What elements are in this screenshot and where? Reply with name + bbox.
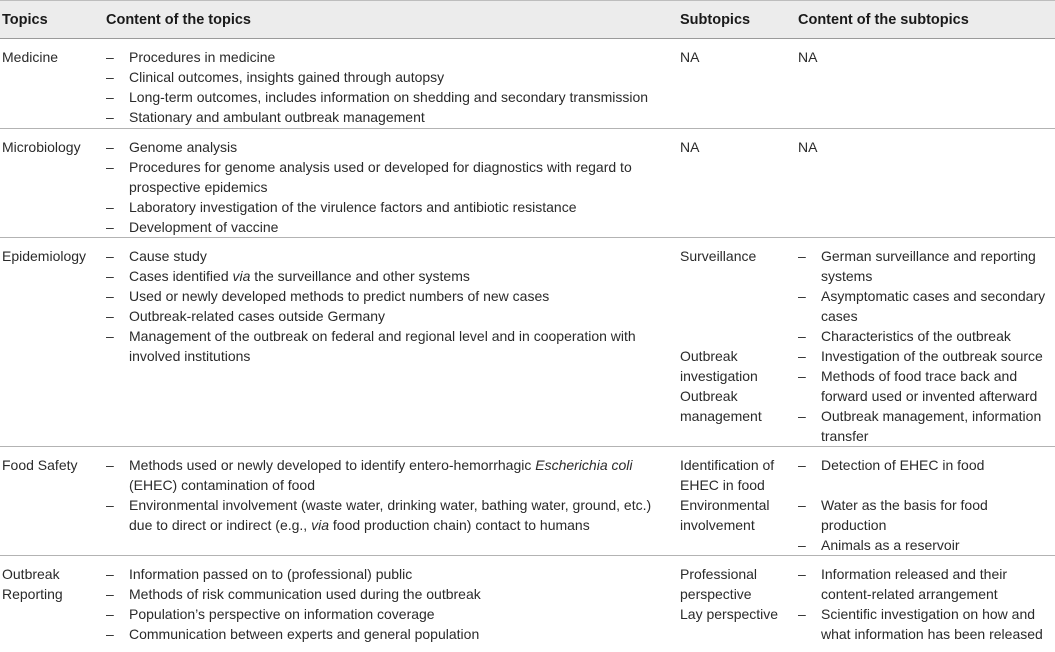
list-item: – Genome analysis bbox=[106, 137, 666, 157]
subtopic-cell bbox=[680, 564, 780, 624]
subcontent-cell: NA bbox=[798, 139, 818, 155]
subcontent-cell bbox=[798, 455, 1053, 555]
topic-cell: Outbreak Reporting bbox=[2, 566, 63, 602]
subtopic-cell bbox=[680, 455, 780, 535]
list-item: – Outbreak-related cases outside Germany bbox=[106, 306, 666, 326]
subcontent-cell bbox=[798, 246, 1053, 446]
list-item: – Procedures for genome analysis used or developed for diagnostics with regard to prospective epidemics bbox=[106, 157, 666, 197]
table-row-medicine bbox=[0, 39, 1055, 129]
list-item: – Clinical outcomes, insights gained through autopsy bbox=[106, 67, 666, 87]
header-content-topics: Content of the topics bbox=[106, 12, 251, 28]
subcontent-cell bbox=[798, 564, 1053, 644]
subcontent-cell: NA bbox=[798, 49, 818, 65]
header-topics: Topics bbox=[2, 12, 48, 28]
list-item: – Management of the outbreak on federal and regional level and in cooperation with involved institutions bbox=[106, 326, 666, 366]
list-item: – Animals as a reservoir bbox=[798, 535, 1053, 555]
list-item: – Characteristics of the outbreak bbox=[798, 326, 1053, 346]
table-row-food-safety bbox=[0, 447, 1055, 556]
subtopic-label: Outbreak investigation bbox=[680, 348, 758, 384]
table-row-outbreak-reporting bbox=[0, 556, 1055, 652]
list-item: – Cause study bbox=[106, 246, 666, 266]
list-item: – Information passed on to (professional) public bbox=[106, 564, 666, 584]
subtopic-cell: NA bbox=[680, 139, 700, 155]
list-item: – Cases identified via the surveillance and other systems bbox=[106, 266, 666, 286]
list-item: – Development of vaccine bbox=[106, 217, 666, 237]
subtopic-label: Lay perspective bbox=[680, 606, 779, 622]
topic-cell: Medicine bbox=[2, 49, 59, 65]
list-item: – Stationary and ambulant outbreak management bbox=[106, 107, 666, 127]
subtopic-cell: NA bbox=[680, 49, 700, 65]
list-item: – Investigation of the outbreak source bbox=[798, 346, 1053, 366]
content-cell bbox=[106, 246, 666, 366]
list-item: – Scientific investigation on how and what information has been released bbox=[798, 604, 1053, 644]
list-item: – Water as the basis for food production bbox=[798, 495, 1053, 535]
topic-cell: Food Safety bbox=[2, 457, 78, 473]
list-item: – Used or newly developed methods to predict numbers of new cases bbox=[106, 286, 666, 306]
content-cell bbox=[106, 564, 666, 644]
list-item: – Methods of food trace back and forward used or invented afterward bbox=[798, 366, 1053, 406]
subtopic-label: Professional perspective bbox=[680, 566, 758, 602]
list-item: – Procedures in medicine bbox=[106, 47, 666, 67]
header-subtopics: Subtopics bbox=[680, 12, 751, 28]
list-item: – Outbreak management, information transfer bbox=[798, 406, 1053, 446]
subtopic-label: Outbreak management bbox=[680, 388, 762, 424]
list-item: – Population’s perspective on information coverage bbox=[106, 604, 666, 624]
topic-cell: Epidemiology bbox=[2, 248, 87, 264]
subtopic-label: Identification of EHEC in food bbox=[680, 457, 775, 493]
content-cell bbox=[106, 47, 666, 127]
list-item: – Asymptomatic cases and secondary cases bbox=[798, 286, 1053, 326]
content-cell bbox=[106, 455, 666, 535]
list-item: – Communication between experts and general population bbox=[106, 624, 666, 644]
topic-cell: Microbiology bbox=[2, 139, 81, 155]
table-row-epidemiology bbox=[0, 238, 1055, 447]
subtopic-label: Surveillance bbox=[680, 248, 757, 264]
list-item: – Information released and their content-related arrangement bbox=[798, 564, 1053, 604]
table-row-microbiology bbox=[0, 129, 1055, 238]
subtopic-cell bbox=[680, 246, 780, 426]
list-item: – Long-term outcomes, includes information on shedding and secondary transmission bbox=[106, 87, 666, 107]
subtopic-label: Environmental involvement bbox=[680, 497, 770, 533]
list-item: – Methods of risk communication used during the outbreak bbox=[106, 584, 666, 604]
list-item: – Methods used or newly developed to identify entero-hemorrhagic Escherichia coli (EHEC) contamination of food bbox=[106, 455, 666, 495]
list-item: – Laboratory investigation of the virulence factors and antibiotic resistance bbox=[106, 197, 666, 217]
list-item: – Detection of EHEC in food bbox=[798, 455, 1053, 475]
table-header bbox=[0, 0, 1055, 39]
header-content-subtopics: Content of the subtopics bbox=[798, 12, 969, 28]
content-cell bbox=[106, 137, 666, 237]
list-item: – Environmental involvement (waste water, drinking water, bathing water, ground, etc.) due to direct or indirect (e.g., via food production chain) contact to humans bbox=[106, 495, 666, 535]
list-item: – German surveillance and reporting systems bbox=[798, 246, 1053, 286]
